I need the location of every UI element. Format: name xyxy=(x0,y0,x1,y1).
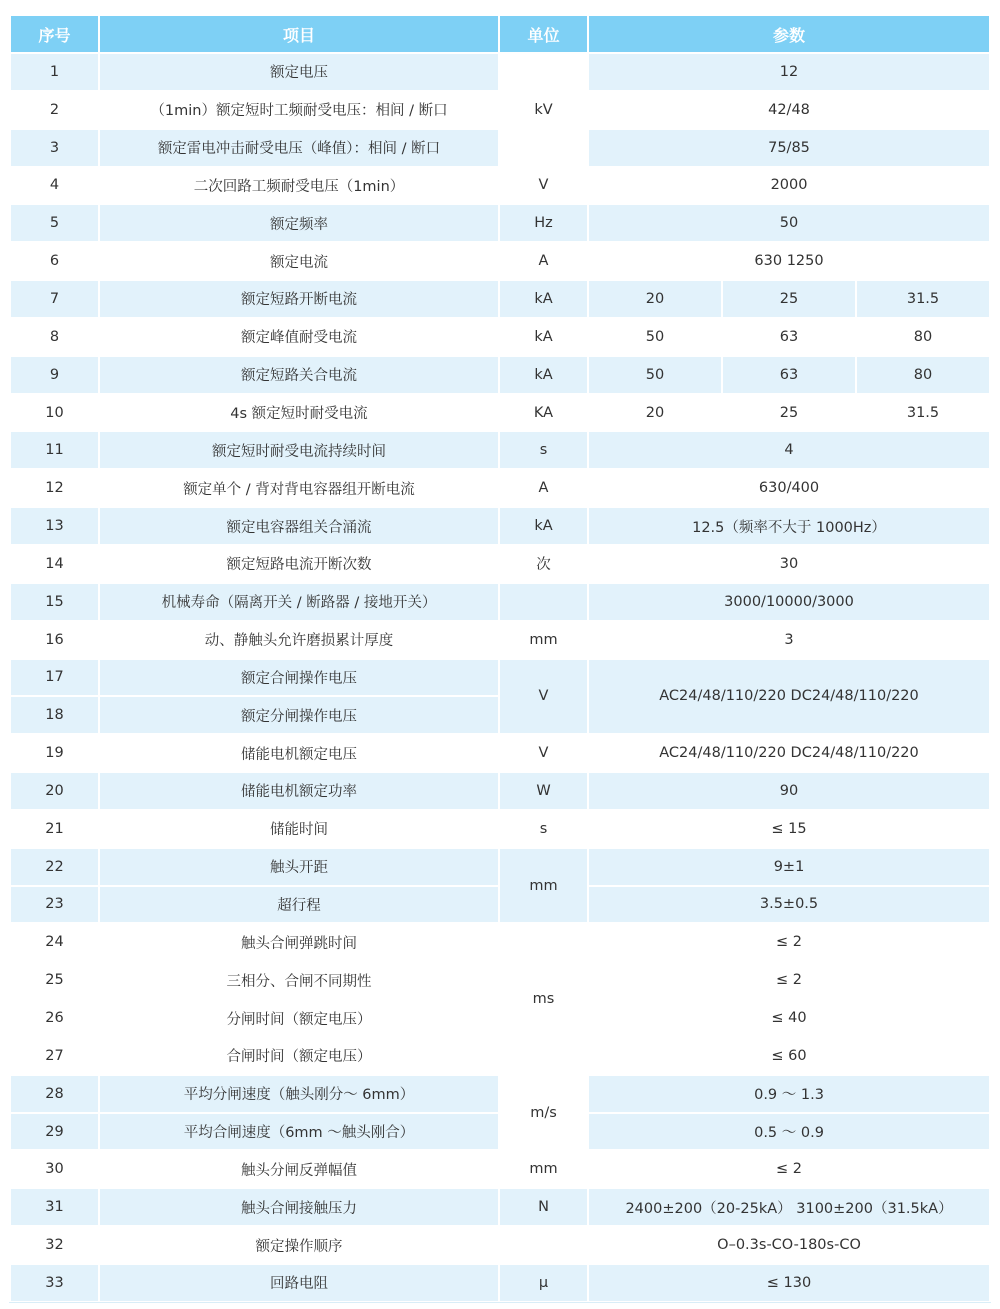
row-item: 额定电流 xyxy=(100,243,498,279)
row-item: 额定合闸操作电压 xyxy=(100,660,498,696)
row-value: ≤ 130 xyxy=(589,1265,989,1301)
row-item: 合闸时间（额定电压） xyxy=(100,1038,498,1074)
row-unit: mm xyxy=(500,1151,587,1187)
row-unit xyxy=(500,584,587,620)
row-unit: m/s xyxy=(500,1076,587,1150)
row-no: 16 xyxy=(11,622,98,658)
row-no: 13 xyxy=(11,508,98,544)
row-item: 超行程 xyxy=(100,887,498,923)
header-param: 参数 xyxy=(589,16,989,52)
row-no: 10 xyxy=(11,395,98,431)
row-unit: μ xyxy=(500,1265,587,1301)
row-no: 20 xyxy=(11,773,98,809)
row-unit: Hz xyxy=(500,205,587,241)
table-header-row xyxy=(11,16,989,52)
row-item: 触头合闸弹跳时间 xyxy=(100,924,498,960)
row-no: 11 xyxy=(11,432,98,468)
table-row xyxy=(11,1227,989,1263)
row-no: 19 xyxy=(11,735,98,771)
row-unit: kA xyxy=(500,319,587,355)
row-no: 32 xyxy=(11,1227,98,1263)
row-value: 2400±200（20-25kA） 3100±200（31.5kA） xyxy=(589,1189,989,1225)
row-item: 额定短路电流开断次数 xyxy=(100,546,498,582)
row-no: 31 xyxy=(11,1189,98,1225)
table-row xyxy=(11,622,989,658)
row-unit: KA xyxy=(500,395,587,431)
table-row xyxy=(11,546,989,582)
row-item: 额定单个 / 背对背电容器组开断电流 xyxy=(100,470,498,506)
row-unit: kA xyxy=(500,281,587,317)
row-value-1: 20 xyxy=(589,395,721,431)
row-no: 8 xyxy=(11,319,98,355)
header-no: 序号 xyxy=(11,16,98,52)
row-unit: kV xyxy=(500,54,587,166)
table-row xyxy=(11,168,989,204)
row-value: 12 xyxy=(589,54,989,90)
row-no: 21 xyxy=(11,811,98,847)
table-row xyxy=(11,54,989,90)
row-no: 30 xyxy=(11,1151,98,1187)
row-item: 额定短路关合电流 xyxy=(100,357,498,393)
row-no: 27 xyxy=(11,1038,98,1074)
header-item: 项目 xyxy=(100,16,498,52)
row-no: 12 xyxy=(11,470,98,506)
row-no: 23 xyxy=(11,887,98,923)
row-value: 12.5（频率不大于 1000Hz） xyxy=(589,508,989,544)
row-value-2: 25 xyxy=(723,395,855,431)
row-value: O–0.3s-CO-180s-CO xyxy=(589,1227,989,1263)
row-value: 2000 xyxy=(589,168,989,204)
row-item: 回路电阻 xyxy=(100,1265,498,1301)
row-no: 4 xyxy=(11,168,98,204)
row-item: 额定雷电冲击耐受电压（峰值）：相间 / 断口 xyxy=(100,130,498,166)
row-no: 18 xyxy=(11,697,98,733)
row-unit: ms xyxy=(500,924,587,1073)
row-item: 触头开距 xyxy=(100,849,498,885)
table-row xyxy=(11,584,989,620)
table-row xyxy=(11,508,989,544)
table-row xyxy=(11,205,989,241)
row-item: 平均合闸速度（6mm ～触头刚合） xyxy=(100,1114,498,1150)
table-row xyxy=(11,395,989,431)
row-item: 额定短时耐受电流持续时间 xyxy=(100,432,498,468)
row-unit: kA xyxy=(500,508,587,544)
row-no: 2 xyxy=(11,92,98,128)
row-unit: mm xyxy=(500,849,587,923)
table-row xyxy=(11,1265,989,1301)
row-unit: V xyxy=(500,660,587,734)
row-value: 4 xyxy=(589,432,989,468)
row-unit: W xyxy=(500,773,587,809)
row-unit xyxy=(500,1227,587,1263)
row-no: 17 xyxy=(11,660,98,696)
row-value-3: 80 xyxy=(857,357,989,393)
row-value: AC24/48/110/220 DC24/48/110/220 xyxy=(589,660,989,734)
table-row xyxy=(11,773,989,809)
row-item: 额定分闸操作电压 xyxy=(100,697,498,733)
row-item: （1min）额定短时工频耐受电压：相间 / 断口 xyxy=(100,92,498,128)
row-value-1: 50 xyxy=(589,319,721,355)
row-value-2: 63 xyxy=(723,357,855,393)
row-item: 触头分闸反弹幅值 xyxy=(100,1151,498,1187)
row-value: 90 xyxy=(589,773,989,809)
row-value: 630 1250 xyxy=(589,243,989,279)
table-row xyxy=(11,470,989,506)
row-item: 储能时间 xyxy=(100,811,498,847)
table-row xyxy=(11,660,989,696)
row-unit: N xyxy=(500,1189,587,1225)
row-value: 0.5 ～ 0.9 xyxy=(589,1114,989,1150)
row-value: ≤ 40 xyxy=(589,1000,989,1036)
table-row xyxy=(11,924,989,960)
row-item: 储能电机额定电压 xyxy=(100,735,498,771)
row-unit: A xyxy=(500,470,587,506)
row-value-2: 25 xyxy=(723,281,855,317)
row-unit: s xyxy=(500,811,587,847)
table-row xyxy=(11,1189,989,1225)
row-value-1: 20 xyxy=(589,281,721,317)
row-no: 22 xyxy=(11,849,98,885)
table-row xyxy=(11,319,989,355)
row-no: 25 xyxy=(11,962,98,998)
row-no: 28 xyxy=(11,1076,98,1112)
row-value: ≤ 2 xyxy=(589,962,989,998)
row-item: 额定短路开断电流 xyxy=(100,281,498,317)
table-row xyxy=(11,357,989,393)
row-value: 50 xyxy=(589,205,989,241)
row-item: 额定操作顺序 xyxy=(100,1227,498,1263)
row-value: ≤ 2 xyxy=(589,924,989,960)
row-value-3: 80 xyxy=(857,319,989,355)
row-item: 动、静触头允许磨损累计厚度 xyxy=(100,622,498,658)
row-no: 29 xyxy=(11,1114,98,1150)
row-no: 5 xyxy=(11,205,98,241)
row-item: 额定电压 xyxy=(100,54,498,90)
row-value: ≤ 60 xyxy=(589,1038,989,1074)
row-unit: A xyxy=(500,243,587,279)
row-item: 额定峰值耐受电流 xyxy=(100,319,498,355)
table-row xyxy=(11,1151,989,1187)
table-row xyxy=(11,811,989,847)
header-unit: 单位 xyxy=(500,16,587,52)
row-no: 15 xyxy=(11,584,98,620)
row-value: 0.9 ～ 1.3 xyxy=(589,1076,989,1112)
row-value: 3.5±0.5 xyxy=(589,887,989,923)
row-no: 9 xyxy=(11,357,98,393)
row-item: 储能电机额定功率 xyxy=(100,773,498,809)
row-value: 3 xyxy=(589,622,989,658)
row-item: 分闸时间（额定电压） xyxy=(100,1000,498,1036)
row-value: 42/48 xyxy=(589,92,989,128)
row-no: 7 xyxy=(11,281,98,317)
row-item: 额定频率 xyxy=(100,205,498,241)
row-value: ≤ 15 xyxy=(589,811,989,847)
row-unit: s xyxy=(500,432,587,468)
row-no: 33 xyxy=(11,1265,98,1301)
row-no: 6 xyxy=(11,243,98,279)
row-value: AC24/48/110/220 DC24/48/110/220 xyxy=(589,735,989,771)
table-row xyxy=(11,432,989,468)
row-value: 30 xyxy=(589,546,989,582)
row-value: 75/85 xyxy=(589,130,989,166)
table-row xyxy=(11,281,989,317)
row-item: 4s 额定短时耐受电流 xyxy=(100,395,498,431)
table-bottom-border xyxy=(9,1302,991,1303)
row-item: 额定电容器组关合涌流 xyxy=(100,508,498,544)
row-unit: V xyxy=(500,735,587,771)
row-value: ≤ 2 xyxy=(589,1151,989,1187)
row-item: 触头合闸接触压力 xyxy=(100,1189,498,1225)
row-value: 3000/10000/3000 xyxy=(589,584,989,620)
row-no: 3 xyxy=(11,130,98,166)
row-item: 平均分闸速度（触头刚分～ 6mm） xyxy=(100,1076,498,1112)
row-no: 14 xyxy=(11,546,98,582)
row-item: 机械寿命（隔离开关 / 断路器 / 接地开关） xyxy=(100,584,498,620)
table-row xyxy=(11,735,989,771)
row-unit: mm xyxy=(500,622,587,658)
row-no: 26 xyxy=(11,1000,98,1036)
row-no: 1 xyxy=(11,54,98,90)
row-item: 二次回路工频耐受电压（1min） xyxy=(100,168,498,204)
row-value-3: 31.5 xyxy=(857,395,989,431)
table-row xyxy=(11,243,989,279)
table-row xyxy=(11,849,989,885)
row-value-3: 31.5 xyxy=(857,281,989,317)
spec-table xyxy=(9,14,991,1303)
row-item: 三相分、合闸不同期性 xyxy=(100,962,498,998)
table-row xyxy=(11,1076,989,1112)
row-value-1: 50 xyxy=(589,357,721,393)
row-value-2: 63 xyxy=(723,319,855,355)
row-unit: V xyxy=(500,168,587,204)
row-unit: kA xyxy=(500,357,587,393)
row-no: 24 xyxy=(11,924,98,960)
row-value: 630/400 xyxy=(589,470,989,506)
row-value: 9±1 xyxy=(589,849,989,885)
row-unit: 次 xyxy=(500,546,587,582)
